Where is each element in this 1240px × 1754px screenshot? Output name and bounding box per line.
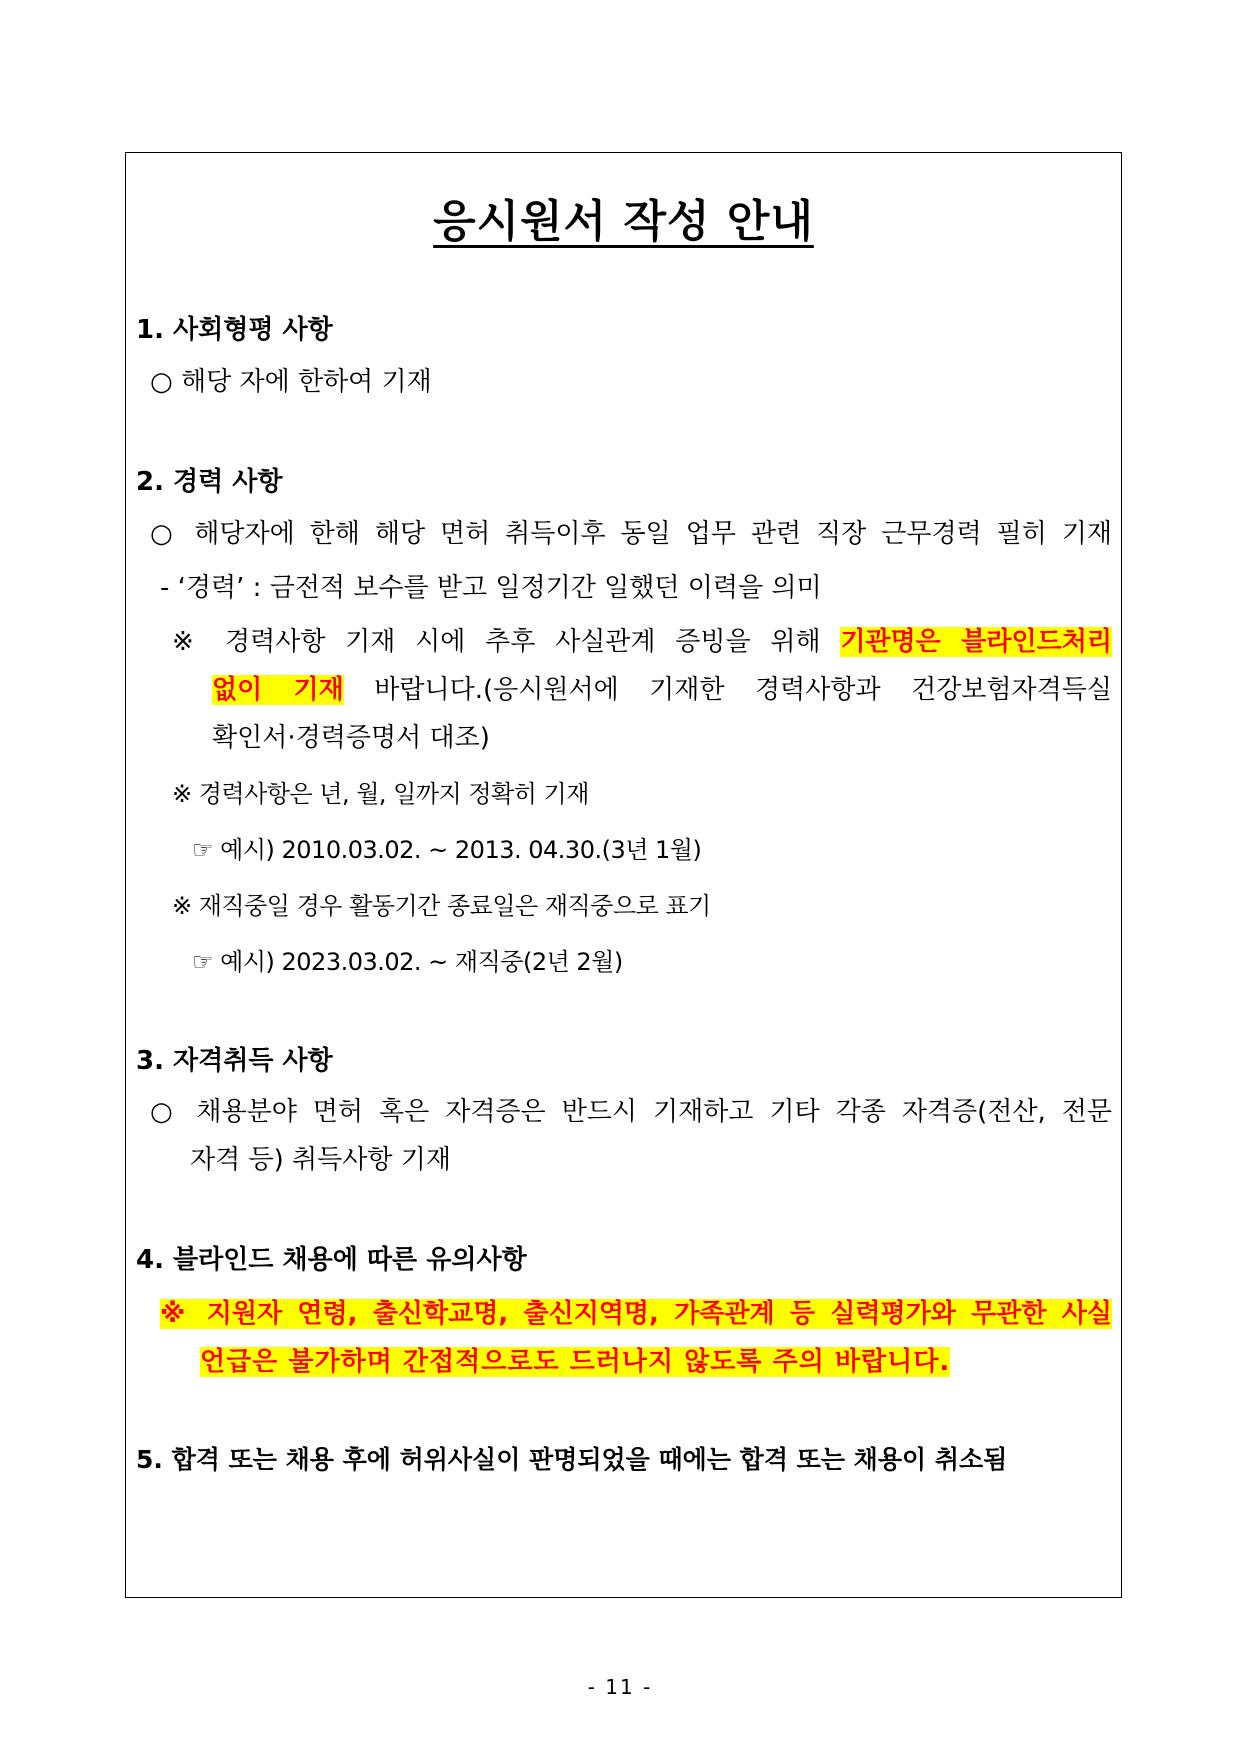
section-1-heading: 1. 사회형평 사항: [136, 315, 333, 345]
section-3-heading: 3. 자격취득 사항: [136, 1046, 333, 1076]
section-3-item-line-1: ○ 채용분야 면허 혹은 자격증은 반드시 기재하고 기타 각종 자격증(전산, 전문: [150, 1097, 1112, 1127]
section-2-example-2: ☞ 예시) 2023.03.02. ~ 재직중(2년 2월): [192, 948, 623, 976]
page-number: - 11 -: [587, 1675, 653, 1699]
section-1-item: ○ 해당 자에 한하여 기재: [150, 367, 432, 397]
warning-2-text: 언급은 불가하며 간접적으로도 드러나지 않도록 주의 바랍니다.: [200, 1347, 951, 1377]
warning-1-text: ※ 지원자 연령, 출신학교명, 출신지역명, 가족관계 등 실력평가와 무관한 사실: [160, 1299, 1112, 1329]
note-1-suffix: 바랍니다.(응시원서에 기재한 경력사항과 건강보험자격득실: [343, 675, 1112, 705]
section-4-heading: 4. 블라인드 채용에 따른 유의사항: [136, 1245, 527, 1275]
section-5-heading: 5. 합격 또는 채용 후에 허위사실이 판명되었을 때에는 합격 또는 채용이 취소됨: [136, 1445, 1008, 1474]
section-2-note-3: ※ 재직중일 경우 활동기간 종료일은 재직중으로 표기: [172, 892, 711, 920]
section-4-warning-line-1: [160, 1297, 1112, 1331]
document-frame: [125, 152, 1122, 1598]
section-2-note-2: ※ 경력사항은 년, 월, 일까지 정확히 기재: [172, 780, 589, 808]
section-3-item-line-2: 자격 등) 취득사항 기재: [190, 1145, 451, 1175]
section-2-definition: - ‘경력’ : 금전적 보수를 받고 일정기간 일했던 이력을 의미: [160, 573, 822, 603]
section-2-note-1-line-1: [172, 625, 1112, 659]
section-2-heading: 2. 경력 사항: [136, 467, 283, 497]
page-title-text: 응시원서 작성 안내: [433, 196, 814, 247]
section-4-warning-line-2: [200, 1345, 950, 1379]
note-1-highlight-b: 없이 기재: [212, 675, 344, 705]
section-2-example-1: ☞ 예시) 2010.03.02. ~ 2013. 04.30.(3년 1월): [192, 836, 702, 864]
page-title: [126, 185, 1121, 249]
section-2-note-1-line-3: 확인서·경력증명서 대조): [212, 723, 490, 753]
section-2-note-1-line-2: [212, 673, 1112, 707]
note-1-prefix: ※ 경력사항 기재 시에 추후 사실관계 증빙을 위해: [172, 627, 841, 657]
section-2-item: ○ 해당자에 한해 해당 면허 취득이후 동일 업무 관련 직장 근무경력 필히 기재: [150, 519, 1112, 549]
note-1-highlight-a: 기관명은 블라인드처리: [840, 627, 1112, 657]
